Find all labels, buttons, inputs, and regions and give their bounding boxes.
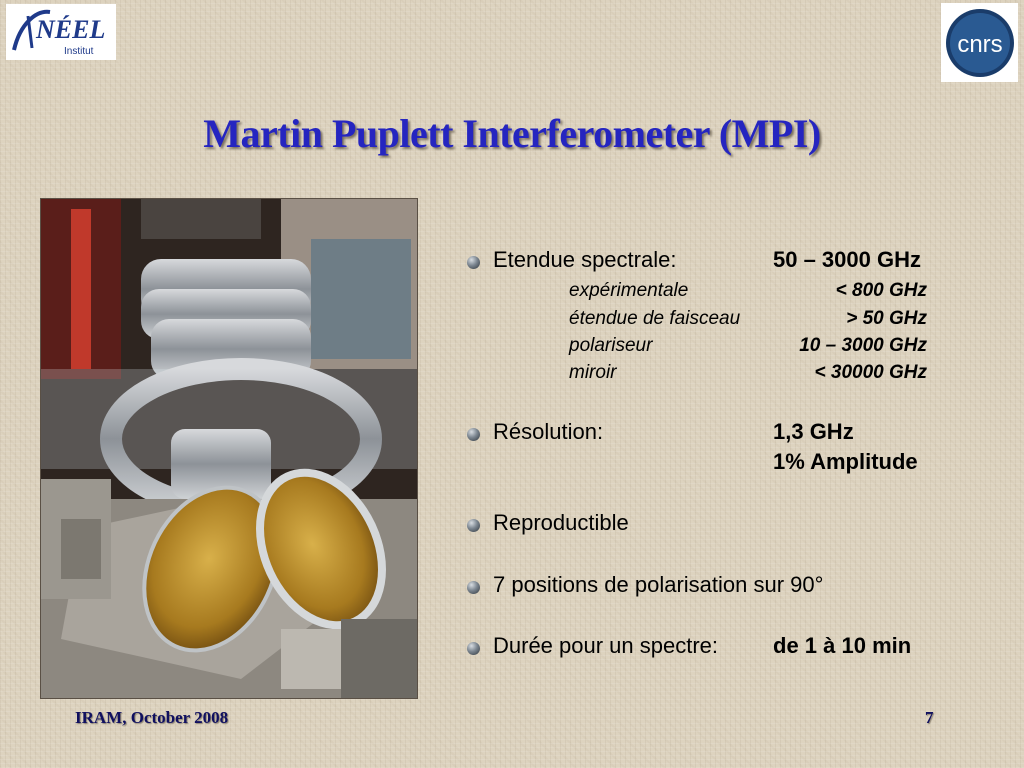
spec-value: 1,3 GHz [773,419,854,444]
bullet-icon [467,428,480,441]
sub-item-label: miroir [569,362,617,383]
bullet-icon [467,519,480,532]
spec-label: Etendue spectrale: [493,247,677,272]
bullet-icon [467,581,480,594]
page-number: 7 [925,708,934,727]
neel-logo-text: NÉEL [36,15,106,44]
interferometer-photo [40,198,418,699]
footer-venue-date: IRAM, October 2008 [75,708,229,727]
sub-item-label: expérimentale [569,280,689,301]
bullet-icon [467,642,480,655]
sub-item-value: < 30000 GHz [814,362,927,383]
sub-item-value: < 800 GHz [835,280,927,301]
spec-label: 7 positions de polarisation sur 90° [493,572,824,597]
spec-label: Reproductible [493,510,629,535]
sub-item-label: polariseur [569,335,653,356]
spec-label: Résolution: [493,419,604,444]
neel-logo-subtext: Institut [64,46,94,57]
bullet-icon [467,256,480,269]
spec-value: 50 – 3000 GHz [773,247,921,272]
sub-item-label: étendue de faisceau [569,308,741,329]
spec-label: Durée pour un spectre: [493,633,719,658]
cnrs-logo-text: cnrs [956,30,1003,58]
sub-item-value: > 50 GHz [846,308,927,329]
spec-value-secondary: 1% Amplitude [773,449,918,474]
cnrs-logo [941,3,1018,82]
spec-value: de 1 à 10 min [773,633,912,658]
slide-title: Martin Puplett Interferometer (MPI) [203,111,821,156]
sub-item-value: 10 – 3000 GHz [799,335,927,356]
neel-institut-logo [6,4,116,60]
